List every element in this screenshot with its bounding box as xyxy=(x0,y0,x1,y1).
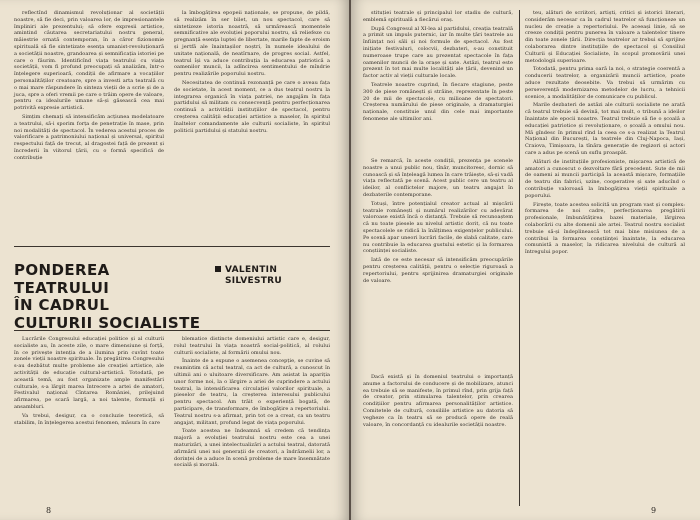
right-page-number: 9 xyxy=(651,506,657,515)
paragraph: Marile dezbateri de astăzi ale culturii socialiste ne arată că teatrul trebuie să devină, tot mai mult, o tribună a ideilor înaintate ale epocii noastre. Teatrul trebuie să fie o școală a educației patriotice și revoluționare, o școală a omului nou. Mă gîndesc în primul rînd la ceea ce s-a realizat la Teatrul Național din București, la teatrele din Cluj-Napoca, Iași, Craiova, Timișoara, la tînăra generație de regizori și actori care a adus pe scenă un suflu proaspăt. xyxy=(525,102,685,156)
article-author xyxy=(215,265,335,287)
paragraph: reflectînd dinamismul revoluționar al societății noastre, să fie deci, prin valoarea lor, de impresionantele împliniri ale prezentului; să ofere expresii artistice, amintind căutarea secretariatului nostru general, măiestrie ornată contemporan, în a căror fizionomie spirituală să fie sintetizate esența umanist-revoluționară a societății noastre, grandoarea și semnificația istoriei pe care o făurim. Identificînd viața teatrului cu viața societății, vom fi profund preocupați să analizăm, într-o înțelegere superioară, condiții de afirmare a vocațiilor personalităților creatoare, spre a investi arta teatrală cu o mai mare răspundere în sinteza vieții de a scrie și de a juca, spre a oferi vremii pe care o trăim opere de valoare, pentru ca idealurile umane să-și găsească cea mai potrivită expresie artistică. xyxy=(14,10,164,112)
paragraph: Lucrările Congresului educației politice și al culturii socialiste au, în aceste zile, o mare dimensiune și forță, în ce privește intenția de a ilumina prin cuvînt toate zonele vieții noastre spirituale. În pregătirea Congresului s-au dezbătut multe probleme ale creației artistice, ale activității de educație cultural-artistică. Totodată, pe această temă, au fost organizate ample manifestări culturale, s-a lărgit marea întrecere a artei de amatori, Festivalul național Cîntarea României, prilejuind afirmarea, pe scară largă, a noi talente, formații și ansambluri. xyxy=(14,336,164,410)
column-divider-rule xyxy=(519,10,520,506)
top-divider-rule xyxy=(14,246,330,247)
right-column-1-top xyxy=(363,10,513,150)
paragraph: Dacă există și în domeniul teatrului o importanță anume a factorului de conducere și de mobilizare, atunci ea trebuie să se manifeste, în primul rînd, prin grija față de creator, prin stimularea talentelor, prin crearea condițiilor pentru afirmarea personalităților artistice. Comitetele de cultură, consiliile artistice au datoria să vegheze ca în teatru să se producă opere de reală valoare, în concordanță cu idealurile societății noastre. xyxy=(363,374,513,428)
bottom-divider-rule xyxy=(14,330,330,331)
paragraph: la îmbogățirea epopeii naționale, se propune, de pildă, să realizăm în ser bilet, un nou spectacol, care să sintetizeze istoria noastră, să urmărească momentele semnificative ale evoluției poporului nostru, să reliefeze cu pregnanță esența luptei de libertate, marile fapte de eroism și jertfă ale înaintașilor noștri, în numele idealului de unitate națională, de neatîrnare, de progres social. Astfel, teatrul își va aduce contribuția la educarea patriotică a oamenilor muncii, la adîncirea sentimentului de mîndrie pentru realizările poporului nostru. xyxy=(174,10,330,78)
article-title-line: CULTURII SOCIALISTE xyxy=(14,313,201,332)
paragraph: După Congresul al XI-lea al partidului, creația teatrală a primit un impuls puternic, iar în multe țări teatrele au înființat noi săli și noi formule de spectacol. Au fost inițiate festivaluri, colocvii, dezbateri, s-au constituit numeroase trupe care au prezentat spectacole în fața oamenilor muncii de la orașe și sate. Astăzi, teatrul este prezent în tot mai multe localități ale țării, devenind un factor activ al vieții culturale locale. xyxy=(363,25,513,80)
author-first-name: VALENTIN xyxy=(225,265,278,275)
author-last-name: SILVESTRU xyxy=(225,276,282,286)
paragraph: Firește, toate acestea solicită un program vast și complex: formarea de noi cadre, perfecționarea pregătirii profesionale, îmbunătățirea bazei materiale, lărgirea colaborării cu alte domenii ale artei. Teatrul nostru socialist trebuie să-și îndeplinească tot mai bine misiunea de a contribui la formarea conștiinței înaintate, la educarea comunistă a maselor, la ridicarea nivelului de cultură al întregului popor. xyxy=(525,201,685,256)
paragraph: stituției teatrale și principalul lor stadiu de cultură, emblemă spirituală a fiecărui oraș. xyxy=(363,10,513,23)
right-column-2 xyxy=(525,10,685,506)
left-page xyxy=(0,0,349,520)
article-title-line: PONDEREA TEATRULUI xyxy=(14,261,110,297)
paragraph: Toate acestea ne îndeamnă să credem că tendința majoră a evoluției teatrului nostru este cea a unei maturizări, a unei intelectualizări a actului teatral, datorată afirmării unei noi generații de creatori, a îndrăznelii lor, a dorinței de a aduce în scenă probleme de mare însemnătate socială și morală. xyxy=(174,428,330,469)
author-bullet-icon xyxy=(215,266,221,272)
paragraph: teu, alături de scriitori, artiști, critici și istorici literari, considerăm necesar ca în cadrul teatrelor să funcționeze un nucleu de creație a repertoriului. Pe aceeași linie, să se creeze condiții pentru punerea în valoare a talentelor tinere din toate zonele țării. Direcția teatrelor ar trebui să sprijine colaborarea dintre instituțiile de spectacol și Consiliul Culturii și Educației Socialiste, în scopul promovării unei metodologii superioare. xyxy=(525,10,685,64)
article-title-line: ÎN CADRUL xyxy=(14,296,110,314)
paragraph: Înainte de a expune o asemenea concepție, se cuvine să reamintim că actul teatral, ca act de cultură, a cunoscut în ultimii ani o uluitoare diversificare. Am asistat la apariția unor forme noi, la o lărgire a ariei de cuprindere a actului teatral, la intensificarea circulației valorilor spirituale, a pieselor de teatru, la creșterea interesului publicului pentru spectacol. Am trăit o experiență bogată, de participare, de transformare, de îmbogățire a repertoriului. Teatrul nostru s-a afirmat, prin tot ce a creat, ca un teatru angajat, militant, profund legat de viața poporului. xyxy=(174,358,330,426)
paragraph: Alături de instituțiile profesioniste, mișcarea artistică de amatori a cunoscut o dezvoltare fără precedent. Sute de mii de oameni ai muncii participă la această mișcare, formațiile de teatru din fabrici, uzine, cooperative și sate aducînd o contribuție valoroasă la îmbogățirea vieții spirituale a poporului. xyxy=(525,158,685,199)
paragraph: Totuși, între potențialul creator actual al mișcării teatrale românești și numărul realizărilor cu adevărat valoroase există încă o distanță. Trebuie să recunoaștem că nu toate piesele au nivelul artistic dorit, că nu toate spectacolele se ridică la înălțimea exigențelor publicului. Pe scenă apar uneori lucrări facile, de slabă calitate, care nu contribuie la educarea gustului estetic și la formarea conștiinței socialiste. xyxy=(363,200,513,255)
left-top-column-2 xyxy=(174,10,330,242)
right-column-1-bottom xyxy=(363,374,513,508)
paragraph: Iată de ce este necesar să intensificăm preocupările pentru creșterea calității, pentru o selecție riguroasă a repertoriului, pentru sprijinirea dramaturgiei originale de valoare. xyxy=(363,257,513,284)
right-column-1-middle xyxy=(363,158,513,368)
paragraph: Simțim chemați să intensificăm acțiunea modelatoare a teatrului, să-i sporim forța de penetrație în mase, prin noi modalități de spectacol. În vederea acestui proces de valorificare a patrimoniului național și universal, spiritul respectului față de trecut, al dragostei față de prezent și încrederii în viitorul țării, cu o formă specifică de contribuție xyxy=(14,113,164,161)
paragraph: Totodată, pentru prima oară la noi, o strategie coerentă a conducerii teatrelor, a organizării muncii artistice, poate aduce rezultate deosebite. Va trebui să urmărim cu perseverență modernizarea metodelor de lucru, a tehnicii scenice, a modalităților de comunicare cu publicul. xyxy=(525,66,685,100)
left-bottom-column-2 xyxy=(174,336,330,508)
right-page xyxy=(351,0,700,520)
paragraph: Se remarcă, în aceste condiții, prezența pe scenele noastre a unui public nou, tînăr, muncitoresc, dornic să cunoască și să înțeleagă lumea în care trăiește, să-și vadă viața reflectată pe scenă. Acest public cere un teatru al ideilor, al conflictelor majore, un teatru angajat în dezbaterile contemporane. xyxy=(363,158,513,198)
paragraph: blematice distincte domeniului artistic care e, desigur, rolul teatrului în viața noastră social-politică, al rolului culturii socialiste, al formării omului nou. xyxy=(174,336,330,356)
paragraph: Va trebui, desigur, ca o concluzie teoretică, să stabilim, în înțelegerea acestui fenomen, măsura în care xyxy=(14,412,164,426)
left-bottom-column-1 xyxy=(14,336,164,508)
left-page-number: 8 xyxy=(46,506,52,515)
left-top-column-1 xyxy=(14,10,164,242)
paragraph: Teatrele noastre cuprind, în fiecare stagiune, peste 300 de piese românești și străine, reprezentate în peste 20 de mii de spectacole, cu milioane de spectatori. Creșterea numărului de piese originale, a dramaturgiei naționale, constituie unul din cele mai importante fenomene ale ultimilor ani. xyxy=(363,81,513,122)
paragraph: Necesitatea de continuă rezonanță pe care o aveau fața de societate, în acest moment, ce a dus teatrul nostru la integrarea organică în viața patriei, ne angajăm în fața partidului să militam cu consecvență pentru perfecționarea continuă a activității instituțiilor de spectacol, pentru creșterea calității educației artistice a maselor, în spiritul înaltelor comandamente ale culturii socialiste, în spiritul politicii partidului și statului nostru. xyxy=(174,79,330,134)
article-title xyxy=(14,262,209,332)
